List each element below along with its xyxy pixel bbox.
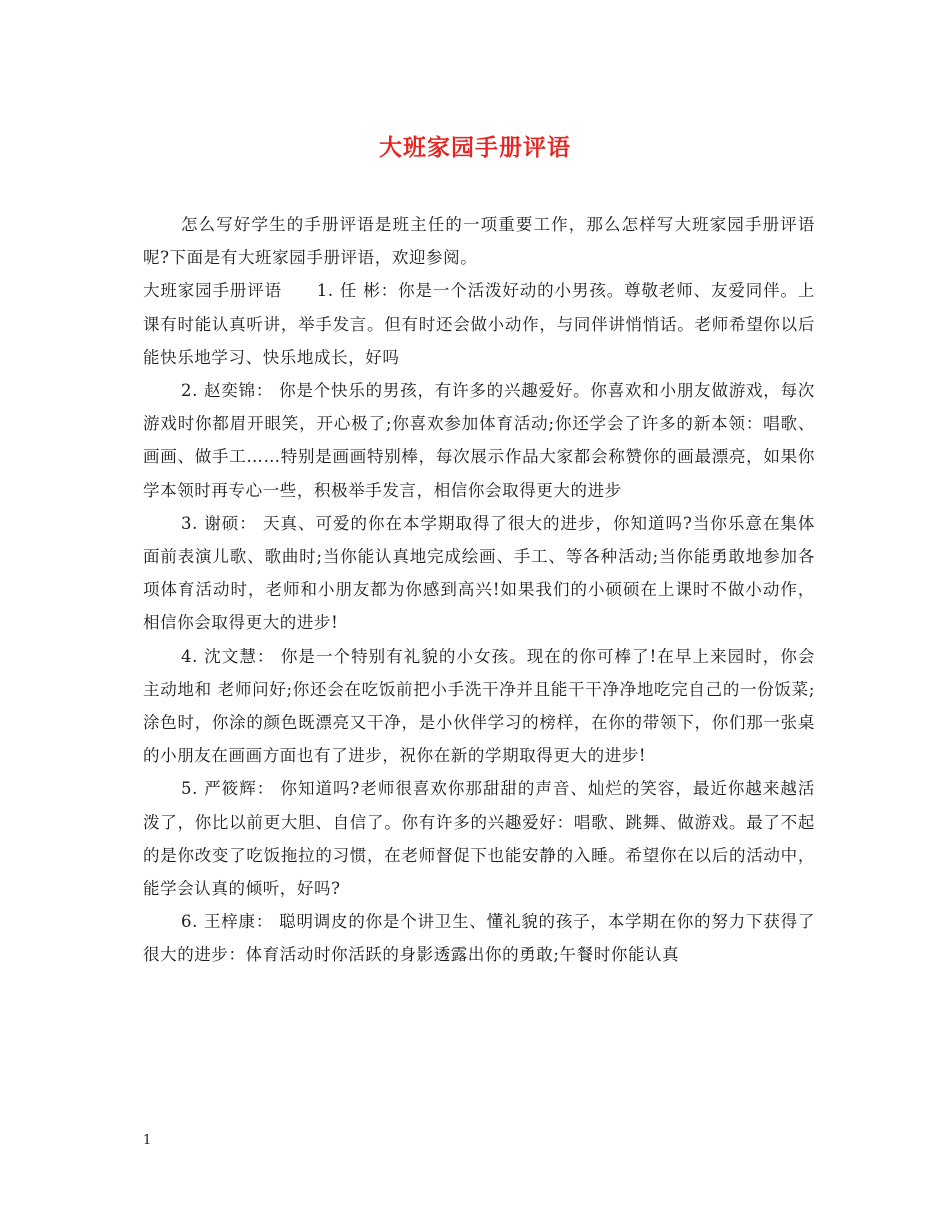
paragraph-comment-2: 2. 赵奕锦： 你是个快乐的男孩，有许多的兴趣爱好。你喜欢和小朋友做游戏，每次游戏时你都眉开眼笑，开心极了;你喜欢参加体育活动;你还学会了许多的新本领：唱歌、画画、做手工……特别是画画特别棒，每次展示作品大家都会称赞你的画最漂亮，如果你学本领时再专心一些，积极举手发言，相信你会取得更大的进步 [143, 381, 815, 500]
paragraph-comment-1: 大班家园手册评语 1. 任 彬：你是一个活泼好动的小男孩。尊敬老师、友爱同伴。上课有时能认真听讲，举手发言。但有时还会做小动作，与同伴讲悄悄话。老师希望你以后能快乐地学习、快乐地成长，好吗 [143, 281, 815, 367]
paragraph-comment-6: 6. 王梓康： 聪明调皮的你是个讲卫生、懂礼貌的孩子，本学期在你的努力下获得了很大的进步：体育活动时你活跃的身影透露出你的勇敢;午餐时你能认真 [143, 912, 815, 965]
paragraph-intro: 怎么写好学生的手册评语是班主任的一项重要工作，那么怎样写大班家园手册评语呢?下面是有大班家园手册评语，欢迎参阅。 [143, 215, 815, 268]
document-title: 大班家园手册评语 [379, 134, 571, 161]
page-number: 1 [143, 1133, 152, 1148]
paragraph-comment-5: 5. 严筱辉： 你知道吗?老师很喜欢你那甜甜的声音、灿烂的笑容，最近你越来越活泼了，你比以前更大胆、自信了。你有许多的兴趣爱好：唱歌、跳舞、做游戏。最了不起的是你改变了吃饭拖拉的习惯，在老师督促下也能安静的入睡。希望你在以后的活动中，能学会认真的倾听，好吗? [143, 779, 815, 899]
paragraph-comment-3: 3. 谢硕： 天真、可爱的你在本学期取得了很大的进步，你知道吗?当你乐意在集体面前表演儿歌、歌曲时;当你能认真地完成绘画、手工、等各种活动;当你能勇敢地参加各项体育活动时，老师和小朋友都为你感到高兴!如果我们的小硕硕在上课时不做小动作，相信你会取得更大的进步! [143, 513, 815, 633]
paragraph-comment-4: 4. 沈文慧： 你是一个特别有礼貌的小女孩。现在的你可棒了!在早上来园时，你会主动地和 老师问好;你还会在吃饭前把小手洗干净并且能干干净净地吃完自己的一份饭菜;涂色时，你涂的颜色既漂亮又干净，是小伙伴学习的榜样，在你的带领下，你们那一张桌的小朋友在画画方面也有了进步，祝你在新的学期取得更大的进步! [143, 646, 815, 766]
document-body [143, 208, 815, 972]
